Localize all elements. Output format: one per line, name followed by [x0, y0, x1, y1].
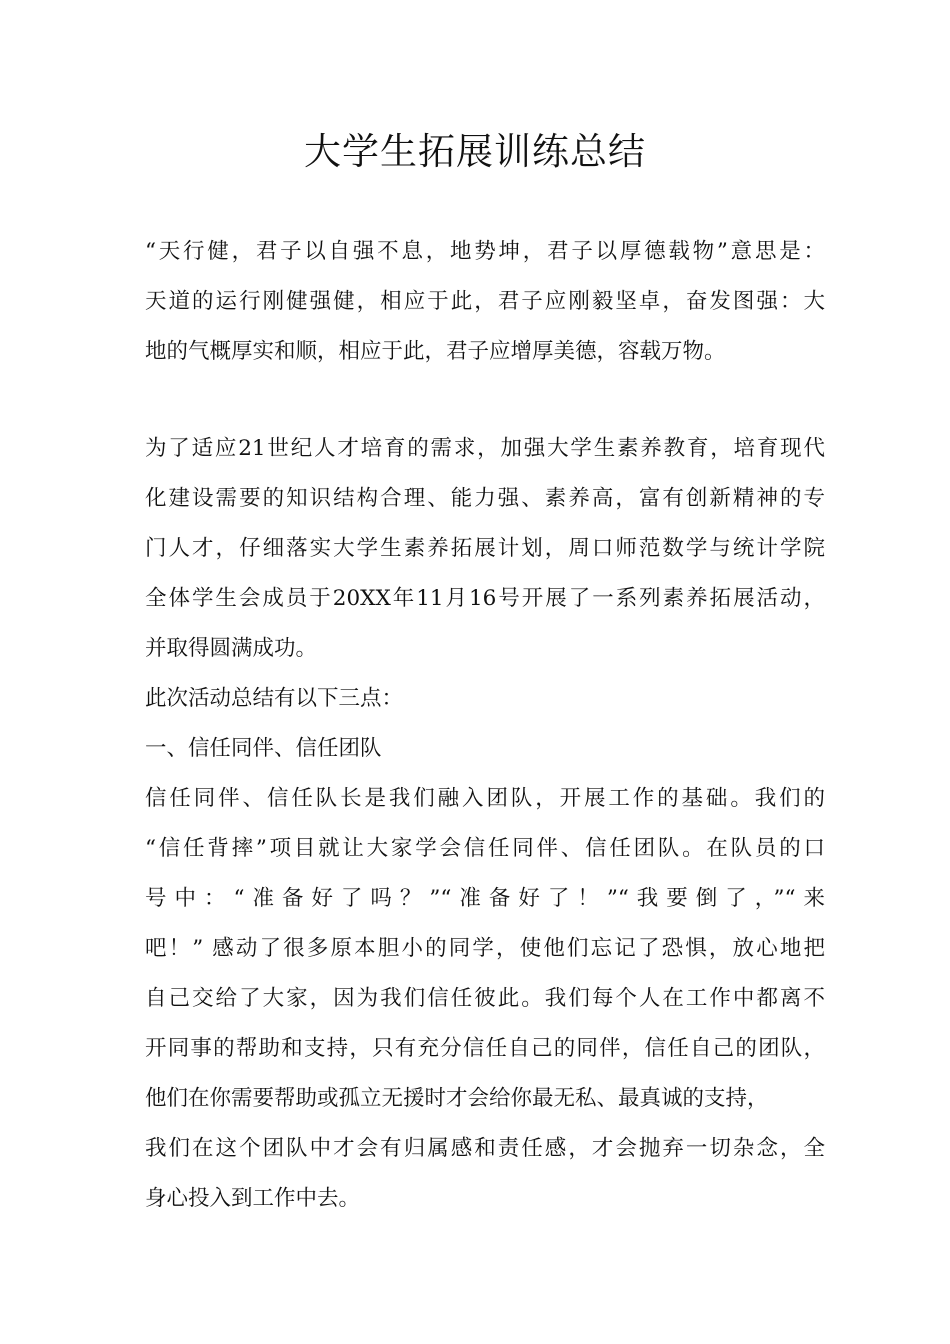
section-heading: 一、信任同伴、信任团队 — [145, 736, 382, 761]
document-title: 大学生拓展训练总结 — [304, 130, 646, 173]
text-line: 开同事的帮助和支持，只有充分信任自己的同伴，信任自己的团队， — [145, 1036, 825, 1061]
text-line: “信任背摔”项目就让大家学会信任同伴、信任团队。在队员的口 — [145, 836, 825, 861]
summary-intro: 此次活动总结有以下三点： — [145, 686, 404, 711]
text-line: 自己交给了大家，因为我们信任彼此。我们每个人在工作中都离不 — [145, 986, 825, 1011]
text-line: 他们在你需要帮助或孤立无援时才会给你最无私、最真诚的支持， — [145, 1086, 769, 1111]
text-line: 天道的运行刚健强健，相应于此，君子应刚毅坚卓，奋发图强：大 — [145, 289, 825, 314]
quote-paragraph — [145, 227, 825, 377]
text-line: “天行健，君子以自强不息，地势坤，君子以厚德载物”意思是： — [145, 239, 825, 264]
text-line: 信任同伴、信任队长是我们融入团队，开展工作的基础。我们的 — [145, 786, 825, 811]
text-line: 为了适应21世纪人才培育的需求，加强大学生素养教育，培育现代 — [145, 436, 825, 461]
text-line: 我们在这个团队中才会有归属感和责任感，才会抛弃一切杂念，全 — [145, 1136, 825, 1161]
text-line: 全体学生会成员于20XX年11月16号开展了一系列素养拓展活动， — [145, 586, 825, 611]
text-line: 并取得圆满成功。 — [145, 636, 318, 661]
text-line: 吧！” 感动了很多原本胆小的同学，使他们忘记了恐惧，放心地把 — [145, 936, 825, 961]
text-line: 地的气概厚实和顺，相应于此，君子应增厚美德，容载万物。 — [145, 339, 726, 364]
text-line: 门人才，仔细落实大学生素养拓展计划，周口师范数学与统计学院 — [145, 536, 825, 561]
text-line: 化建设需要的知识结构合理、能力强、素养高，富有创新精神的专 — [145, 486, 825, 511]
text-line: 身心投入到工作中去。 — [145, 1186, 361, 1211]
main-body — [145, 424, 825, 1224]
text-line: 号中：“准备好了吗？”“准备好了！”“我要倒了，”“来 — [145, 886, 825, 911]
